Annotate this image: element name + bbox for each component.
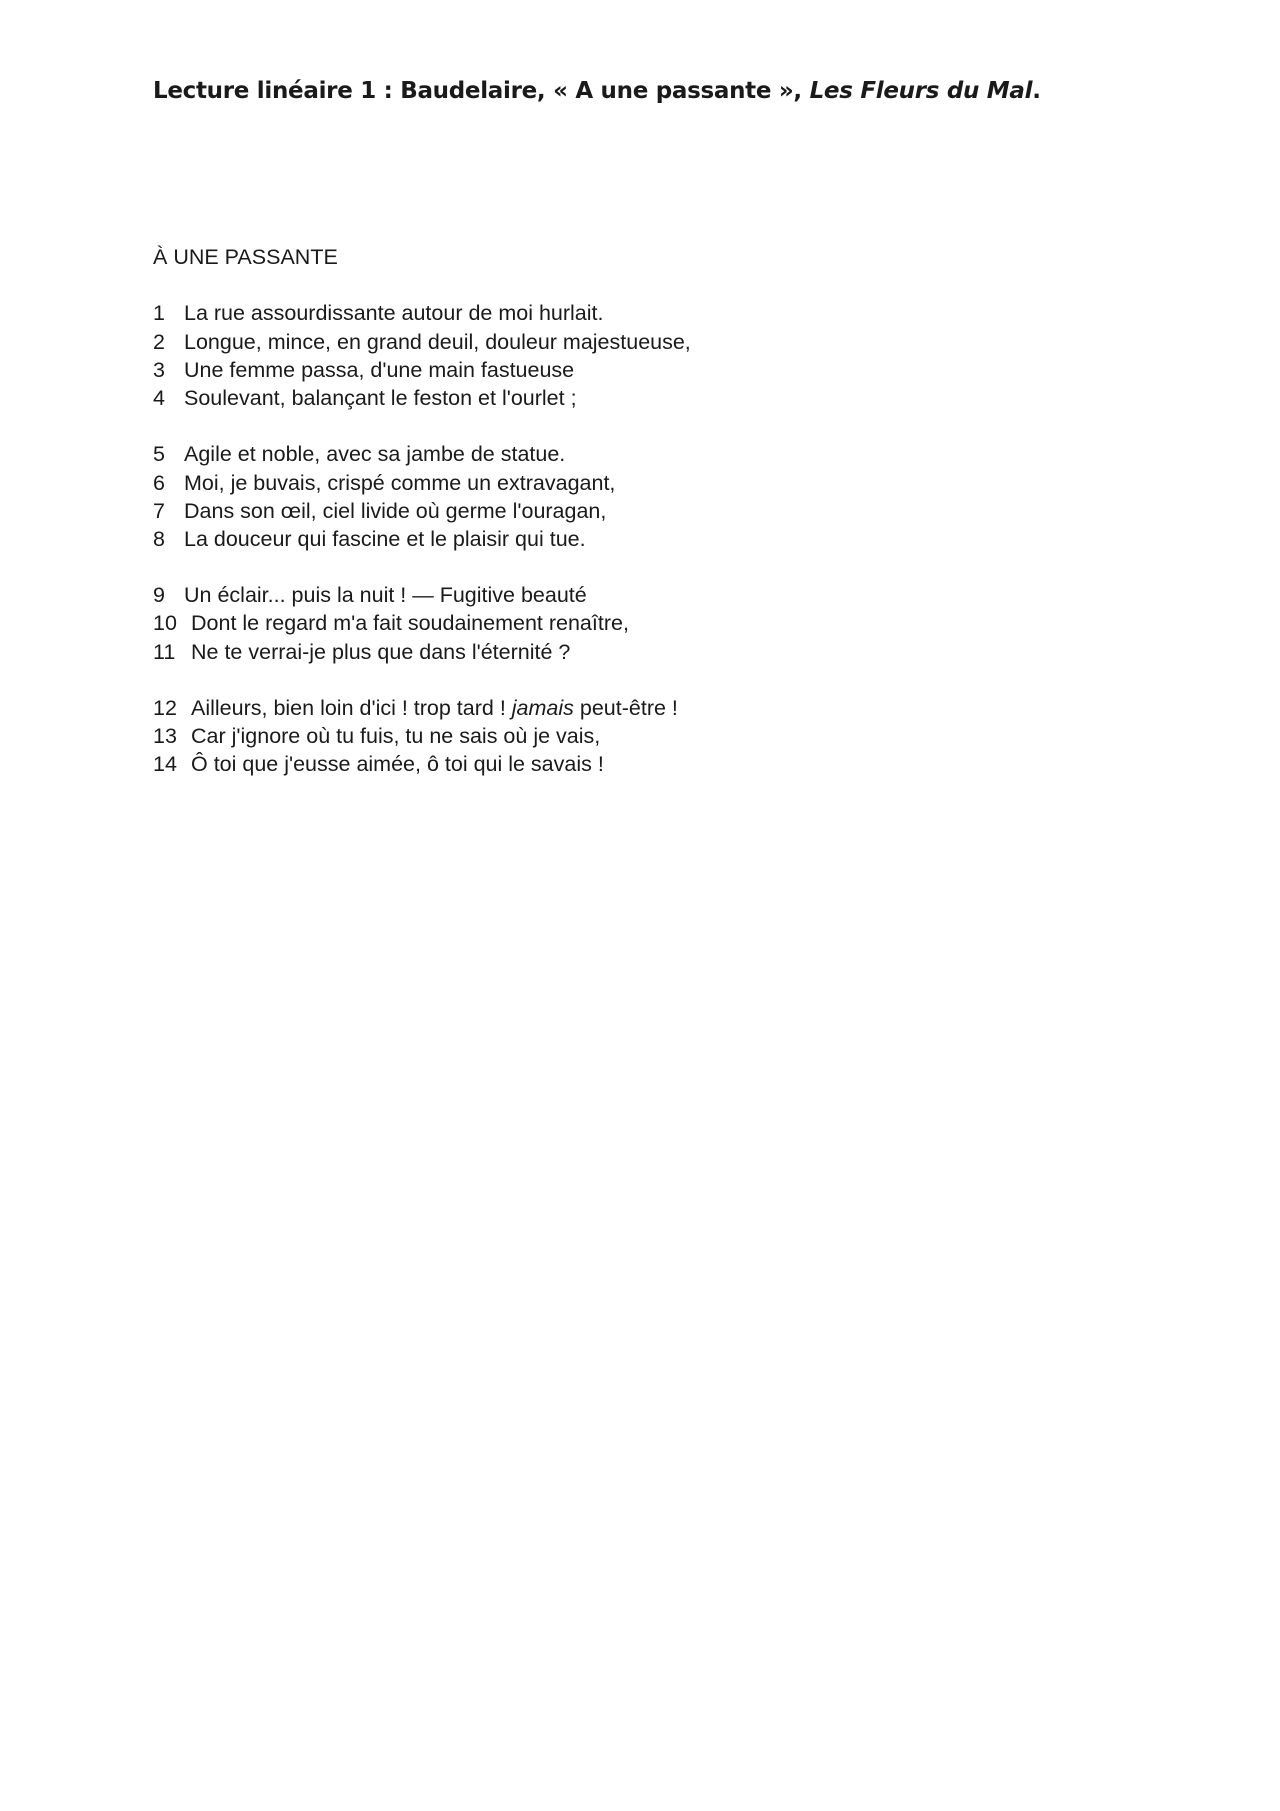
poem-line xyxy=(153,722,691,750)
line-text-before: Ailleurs, bien loin d'ici ! trop tard ! xyxy=(191,696,512,720)
line-text: Soulevant, balançant le feston et l'ourlet ; xyxy=(184,385,577,410)
line-text: Longue, mince, en grand deuil, douleur majestueuse, xyxy=(184,329,691,354)
line-number: 13 xyxy=(153,724,177,749)
poem-line xyxy=(153,299,691,327)
line-text: Ne te verrai-je plus que dans l'éternité ? xyxy=(191,639,571,664)
line-text: Moi, je buvais, crispé comme un extravagant, xyxy=(184,470,616,495)
line-number: 1 xyxy=(153,301,165,326)
line-number: 10 xyxy=(153,611,177,636)
line-text: Une femme passa, d'une main fastueuse xyxy=(184,357,575,382)
line-text xyxy=(191,694,678,722)
poem-line xyxy=(153,384,691,412)
poem-line xyxy=(153,525,691,553)
line-text: La rue assourdissante autour de moi hurlait. xyxy=(184,301,604,326)
line-text: Ô toi que j'eusse aimée, ô toi qui le savais ! xyxy=(191,752,604,777)
line-text: Car j'ignore où tu fuis, tu ne sais où je vais, xyxy=(191,724,601,749)
line-number: 4 xyxy=(153,385,165,410)
line-text-emphasis: jamais xyxy=(511,696,574,720)
line-text: La douceur qui fascine et le plaisir qui tue. xyxy=(184,526,586,551)
stanza-1 xyxy=(153,299,691,412)
line-number: 12 xyxy=(153,696,177,720)
poem-line xyxy=(153,328,691,356)
poem-line xyxy=(153,440,691,468)
poem-line xyxy=(153,356,691,384)
line-number: 3 xyxy=(153,357,165,382)
poem-line xyxy=(153,581,691,609)
poem-line xyxy=(153,609,691,637)
line-text-after: peut-être ! xyxy=(573,696,678,720)
stanza-3 xyxy=(153,581,691,666)
heading-work-title: Les Fleurs du Mal xyxy=(809,78,1033,104)
line-number: 9 xyxy=(153,583,165,608)
line-number: 14 xyxy=(153,752,177,777)
line-number: 6 xyxy=(153,470,165,495)
poem-line xyxy=(153,638,691,666)
line-text: Dans son œil, ciel livide où germe l'ouragan, xyxy=(184,498,607,523)
line-number: 11 xyxy=(153,639,176,664)
poem-line xyxy=(153,469,691,497)
line-text: Un éclair... puis la nuit ! — Fugitive beauté xyxy=(184,583,587,608)
line-text: Agile et noble, avec sa jambe de statue. xyxy=(184,442,566,467)
poem-title: À UNE PASSANTE xyxy=(153,245,338,269)
document-heading xyxy=(153,78,1041,104)
stanza-2 xyxy=(153,440,691,553)
line-text: Dont le regard m'a fait soudainement renaître, xyxy=(191,611,629,636)
stanza-4 xyxy=(153,694,691,779)
poem-line xyxy=(153,694,691,722)
heading-suffix: . xyxy=(1032,78,1041,104)
poem xyxy=(153,243,691,807)
line-number: 8 xyxy=(153,526,165,551)
heading-prefix: Lecture linéaire 1 : Baudelaire, « A une passante », xyxy=(153,78,810,104)
poem-line xyxy=(153,497,691,525)
poem-line xyxy=(153,750,691,778)
line-number: 2 xyxy=(153,329,165,354)
line-number: 5 xyxy=(153,442,165,467)
line-number: 7 xyxy=(153,498,165,523)
